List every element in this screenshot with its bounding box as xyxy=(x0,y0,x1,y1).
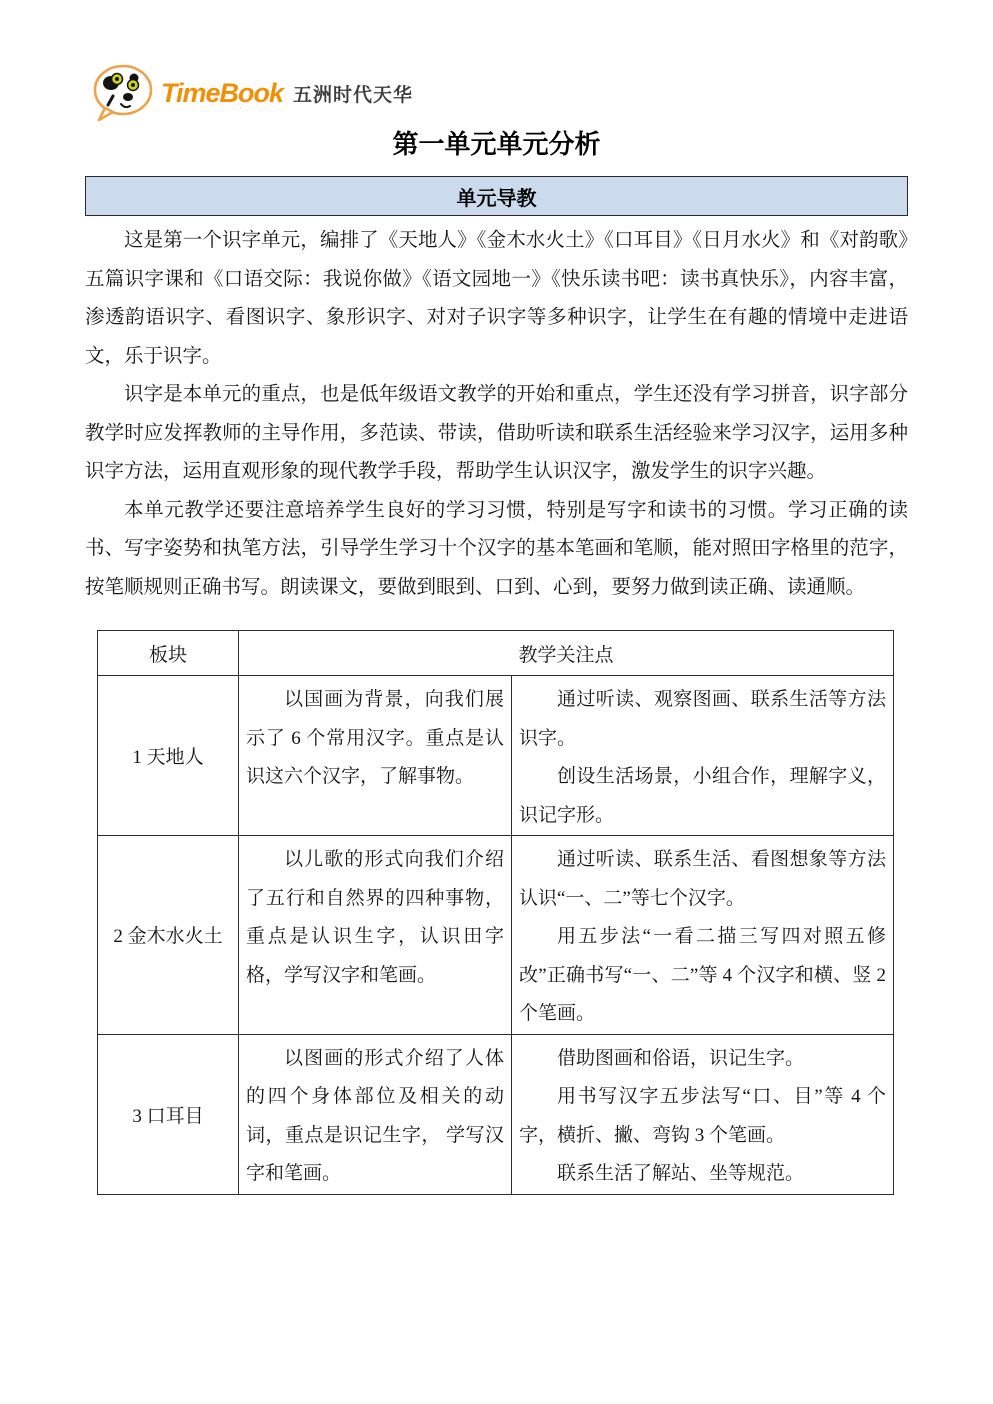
description-cell xyxy=(239,676,512,836)
section-header-bar xyxy=(85,176,908,216)
description-cell xyxy=(239,836,512,1035)
focus-point: 联系生活了解站、坐等规范。 xyxy=(557,1163,805,1184)
brand-name-chinese: 五洲时代天华 xyxy=(293,83,414,106)
focus-points-cell xyxy=(512,836,894,1035)
table-row-tiandiren xyxy=(98,676,894,836)
description-text: 以国画为背景，向我们展示了 6 个常用汉字。重点是认识这六个汉字，了解事物。 xyxy=(246,689,504,787)
logo xyxy=(91,0,908,122)
intro-paragraph-2: 识字是本单元的重点，也是低年级语文教学的开始和重点，学生还没有学习拼音，识字部分教学时应发挥教师的主导作用，多范读、带读，借助听读和联系生活经验来学习汉字，运用多种识字方法，运用直观形象的现代教学手段，帮助学生认识汉字，激发学生的识字兴趣。 xyxy=(85,384,908,482)
page-title: 第一单元单元分析 xyxy=(392,130,601,159)
brand-name: TimeBook xyxy=(161,77,284,108)
unit-analysis-table xyxy=(97,630,894,1195)
description-cell xyxy=(239,1034,512,1194)
timebook-dog-speech-bubble-icon xyxy=(91,64,155,122)
focus-point: 借助图画和俗语，识记生字。 xyxy=(557,1047,805,1069)
focus-point: 通过听读、观察图画、联系生活等方法识字。 xyxy=(519,689,887,749)
description-text: 以儿歌的形式向我们介绍了五行和自然界的四种事物，重点是认识生字，认识田字格，学写汉字和笔画。 xyxy=(246,849,504,986)
table-header-row xyxy=(98,631,894,676)
focus-point: 通过听读、联系生活、看图想象等方法认识“一、二”等七个汉字。 xyxy=(519,849,887,909)
header-cell-module: 板块 xyxy=(98,631,239,676)
module-cell: 1 天地人 xyxy=(98,676,239,836)
description-text: 以图画的形式介绍了人体的四个身体部位及相关的动词，重点是识记生字， 学写汉字和笔画。 xyxy=(246,1047,504,1184)
intro-paragraph-3: 本单元教学还要注意培养学生良好的学习习惯，特别是写字和读书的习惯。学习正确的读书、写字姿势和执笔方法，引导学生学习十个汉字的基本笔画和笔顺，能对照田字格里的范字，按笔顺规则正确书写。朗读课文，要做到眼到、口到、心到，要努力做到读正确、读通顺。 xyxy=(85,499,908,598)
section-header-label: 单元导教 xyxy=(456,187,537,210)
table-row-kouermu xyxy=(98,1034,894,1194)
header-cell-teaching-focus: 教学关注点 xyxy=(239,631,894,676)
focus-point: 用书写汉字五步法写“口、目”等 4 个字，横折、撇、弯钩 3 个笔画。 xyxy=(519,1086,887,1146)
focus-point: 创设生活场景，小组合作，理解字义，识记字形。 xyxy=(519,766,887,826)
intro-paragraph-1: 这是第一个识字单元，编排了《天地人》《金木水火土》《口耳目》《日月水火》和《对韵歌》五篇识字课和《口语交际：我说你做》《语文园地一》《快乐读书吧：读书真快乐》，内容丰富，渗透韵语识字、看图识字、象形识字、对对子识字等多种识字，让学生在有趣的情境中走进语文，乐于识字。 xyxy=(85,230,908,367)
focus-points-cell xyxy=(512,1034,894,1194)
body-text xyxy=(85,222,908,607)
table-row-jinmushuihuotu xyxy=(98,836,894,1035)
focus-points-cell xyxy=(512,676,894,836)
module-cell: 3 口耳目 xyxy=(98,1034,239,1194)
focus-point: 用五步法“一看二描三写四对照五修改”正确书写“一、二”等 4 个汉字和横、竖 2 个笔画。 xyxy=(519,926,887,1024)
module-cell: 2 金木水火土 xyxy=(98,836,239,1035)
